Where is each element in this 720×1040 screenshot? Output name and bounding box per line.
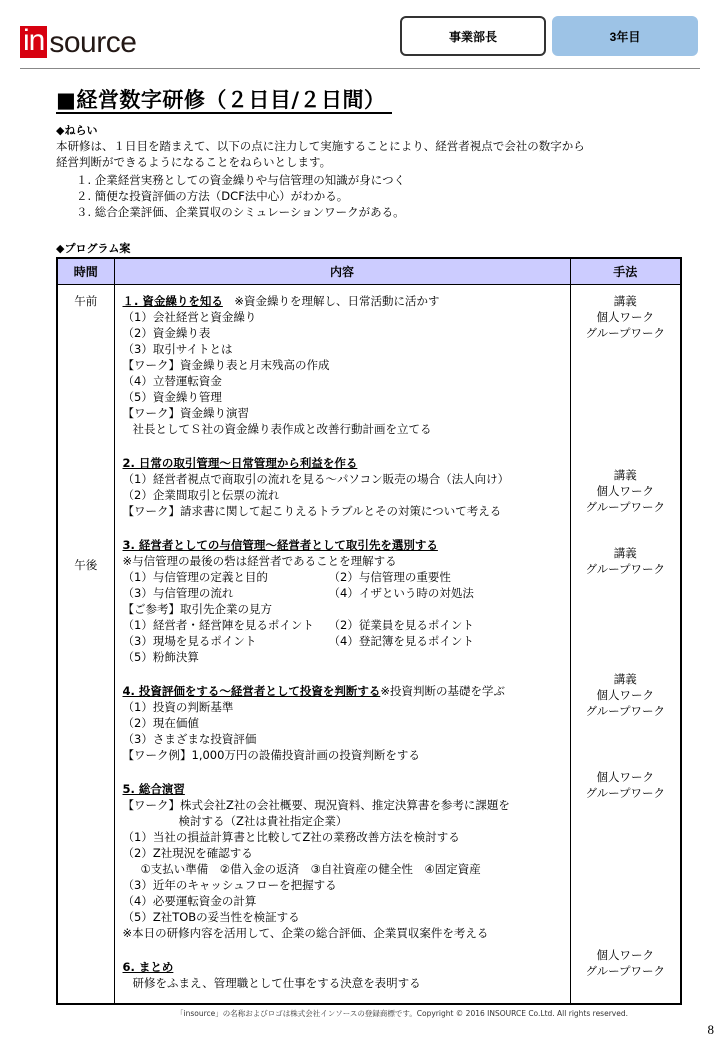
page-title: ■経営数字研修（２日目/２日間）	[56, 88, 386, 112]
method-item: グループワーク	[585, 703, 666, 718]
method-item: グループワーク	[585, 325, 666, 340]
session-title: １. 資金繰りを知る	[122, 293, 223, 308]
session-2	[123, 455, 562, 519]
aim-text	[56, 138, 676, 170]
target-role-box: 事業部長	[400, 16, 546, 56]
session-item: 社長としてＳ社の資金繰り表作成と改善行動計画を立てる	[132, 421, 432, 436]
method-item: 個人ワーク	[596, 309, 654, 324]
session-title: 6. まとめ	[122, 959, 174, 974]
session-item: 研修をふまえ、管理職として仕事をする決意を表明する	[132, 975, 421, 990]
session-4	[123, 683, 562, 763]
method-group-2	[571, 467, 681, 515]
session-item: 【ワーク】株式会社Z社の会社概要、現況資料、推定決算書を参考に課題を	[122, 797, 510, 812]
session-item: （5）粉飾決算	[122, 649, 199, 664]
session-item: （3）取引サイトとは	[122, 341, 233, 356]
session-title: 3. 経営者としての与信管理～経営者として取引先を選別する	[122, 537, 438, 552]
column-header-content: 内容	[114, 258, 570, 284]
session-title: 5. 総合演習	[122, 781, 185, 796]
aim-point: １. 企業経営実務としての資金繰りや与信管理の知識が身につく	[76, 173, 406, 187]
aim-heading: ◆ねらい	[56, 124, 98, 137]
session-item: （1）会社経営と資金繰り	[122, 309, 257, 324]
program-table	[56, 257, 682, 1005]
header-divider	[20, 68, 700, 69]
session-item: （2）与信管理の重要性	[328, 569, 451, 584]
content-cell	[114, 284, 570, 1004]
method-item: グループワーク	[585, 785, 666, 800]
method-item: 講義	[613, 545, 637, 560]
method-group-1	[571, 293, 681, 341]
session-6	[123, 959, 562, 991]
session-item: （1）経営者・経営陣を見るポイント	[122, 617, 314, 632]
column-header-method: 手法	[570, 258, 681, 284]
session-item: ※本日の研修内容を活用して、企業の総合評価、企業買収案件を考える	[122, 925, 489, 940]
time-cell	[57, 284, 114, 1004]
session-item: （3）与信管理の流れ	[122, 585, 234, 600]
method-item: グループワーク	[585, 561, 666, 576]
program-heading: ◆プログラム案	[56, 242, 131, 255]
session-note: ※投資判断の基礎を学ぶ	[380, 683, 506, 698]
session-item: （4）イザという時の対処法	[328, 585, 474, 600]
time-pm: 午後	[74, 557, 98, 572]
session-item: （2）企業間取引と伝票の流れ	[122, 487, 280, 502]
session-1	[123, 293, 562, 437]
method-item: 個人ワーク	[596, 483, 654, 498]
session-item: （4）立替運転資金	[122, 373, 222, 388]
method-group-4	[571, 671, 681, 719]
page-number: 8	[707, 1022, 714, 1037]
aim-line: 本研修は、１日目を踏まえて、以下の点に注力して実施することにより、経営者視点で会社の数字から	[56, 139, 585, 153]
session-item-pair	[123, 569, 562, 585]
copyright-footer: 「insource」の名称およびロゴは株式会社インソースの登録商標です。Copyright © 2016 INSOURCE Co.Ltd. All rights reserved.	[176, 1009, 628, 1018]
method-group-3	[571, 545, 681, 577]
session-item: （2）従業員を見るポイント	[328, 617, 474, 632]
session-item: 【ワーク例】1,000万円の設備投資計画の投資判断をする	[122, 747, 420, 762]
session-title: 2. 日常の取引管理～日常管理から利益を作る	[122, 455, 358, 470]
session-item: （1）与信管理の定義と目的	[122, 569, 268, 584]
session-item: （5）Z社TOBの妥当性を検証する	[122, 909, 300, 924]
column-header-time: 時間	[57, 258, 114, 284]
session-item: ※与信管理の最後の砦は経営者であることを理解する	[122, 553, 397, 568]
session-item: （2）現在価値	[122, 715, 199, 730]
session-5	[123, 781, 562, 941]
session-item: （3）さまざまな投資評価	[122, 731, 257, 746]
method-cell	[570, 284, 681, 1004]
method-item: 講義	[613, 467, 637, 482]
session-note: ※資金繰りを理解し、日常活動に活かす	[222, 293, 440, 308]
logo-in-mark: in	[20, 26, 47, 58]
session-item-pair	[123, 617, 562, 633]
session-item: （4）登記簿を見るポイント	[328, 633, 474, 648]
session-item-pair	[123, 585, 562, 601]
aim-line: 経営判断ができるようになることをねらいとします。	[56, 155, 332, 169]
session-item: （4）必要運転資金の計算	[122, 893, 257, 908]
session-item: 【ワーク】請求書に関して起こりえるトラブルとその対策について考える	[122, 503, 502, 518]
session-item: （1）経営者視点で商取引の流れを見る～パソコン販売の場合（法人向け）	[122, 471, 510, 486]
method-item: 個人ワーク	[596, 769, 654, 784]
method-item: 講義	[613, 293, 637, 308]
aim-points	[76, 172, 405, 220]
session-item: 【ワーク】資金繰り表と月末残高の作成	[122, 357, 330, 372]
session-item: （5）資金繰り管理	[122, 389, 222, 404]
method-item: 個人ワーク	[596, 687, 654, 702]
time-am: 午前	[74, 293, 98, 308]
method-item: 個人ワーク	[596, 947, 654, 962]
insource-logo	[20, 24, 136, 58]
session-item: （1）当社の損益計算書と比較してZ社の業務改善方法を検討する	[122, 829, 460, 844]
title-underline	[56, 112, 392, 114]
session-item: （2）Z社現況を確認する	[122, 845, 253, 860]
session-title: 4. 投資評価をする～経営者として投資を判断する	[122, 683, 381, 698]
session-item: 検討する（Z社は貴社指定企業）	[178, 813, 348, 828]
session-item: （3）近年のキャッシュフローを把握する	[122, 877, 337, 892]
session-item: ①支払い準備 ②借入金の返済 ③自社資産の健全性 ④固定資産	[140, 861, 481, 876]
session-3	[123, 537, 562, 665]
session-item: 【ご参考】取引先企業の見方	[122, 601, 272, 616]
target-year-box: 3年目	[552, 16, 698, 56]
session-item: 【ワーク】資金繰り演習	[122, 405, 249, 420]
session-item: （3）現場を見るポイント	[122, 633, 257, 648]
aim-point: ３. 総合企業評価、企業買収のシミュレーションワークがある。	[76, 205, 405, 219]
method-item: グループワーク	[585, 963, 666, 978]
method-group-6	[571, 947, 681, 979]
session-item-pair	[123, 633, 562, 649]
session-item: （2）資金繰り表	[122, 325, 211, 340]
logo-wordmark: source	[49, 26, 137, 59]
method-item: 講義	[613, 671, 637, 686]
session-item: （1）投資の判断基準	[122, 699, 234, 714]
method-group-5	[571, 769, 681, 801]
aim-point: ２. 簡便な投資評価の方法（DCF法中心）がわかる。	[76, 189, 349, 203]
method-item: グループワーク	[585, 499, 666, 514]
